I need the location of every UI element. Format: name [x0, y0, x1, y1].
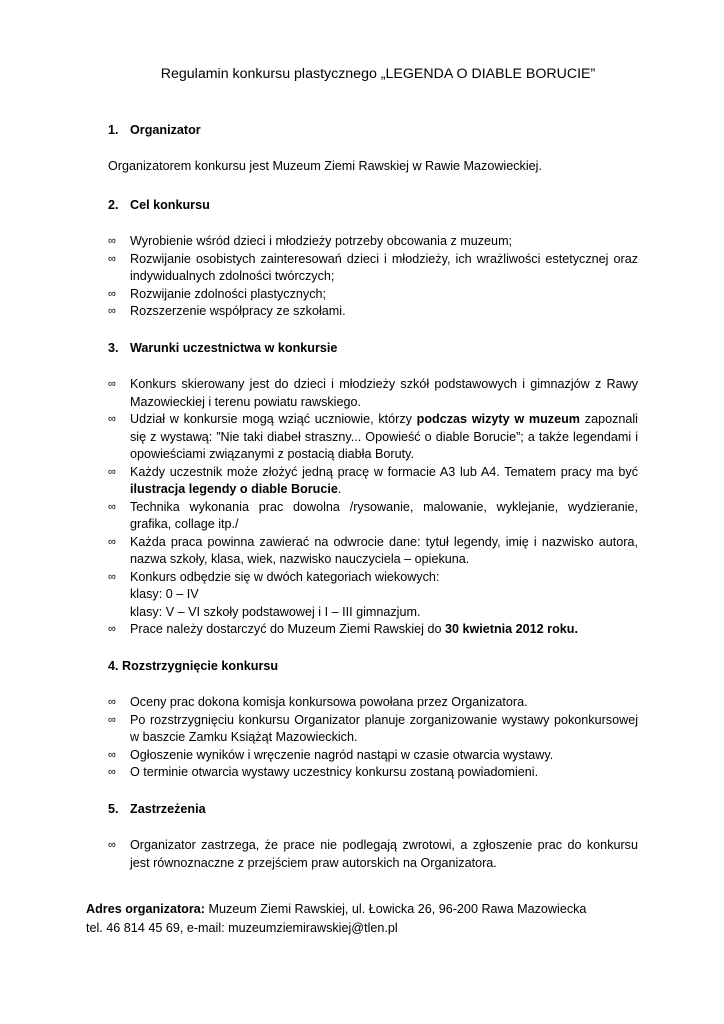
- list-item-text: Każdy uczestnik może złożyć jedną pracę w formacie A3 lub A4. Tematem pracy ma być: [130, 464, 638, 479]
- section-1-heading: [108, 122, 638, 140]
- list-item-text: O terminie otwarcia wystawy uczestnicy konkursu zostaną powiadomieni.: [130, 765, 539, 779]
- section-1-title: Organizator: [130, 122, 201, 137]
- section-3-list: [108, 376, 638, 639]
- list-item: [108, 286, 638, 304]
- age-category-1: klasy: 0 – IV: [130, 587, 199, 601]
- infinity-bullet-icon: ∞: [108, 839, 116, 851]
- list-item-text: Konkurs skierowany jest do dzieci i młodzieży szkół podstawowych i gimnazjów z Rawy Mazowieckiej i terenu powiatu rawskiego.: [130, 377, 638, 409]
- infinity-bullet-icon: ∞: [108, 748, 116, 761]
- list-item-text: .: [337, 482, 342, 496]
- section-4-list: [108, 694, 638, 782]
- list-item: [108, 464, 638, 499]
- list-item-text: Rozwijanie zdolności plastycznych;: [130, 286, 326, 301]
- list-item: [108, 303, 638, 321]
- contact-line: tel. 46 814 45 69, e-mail: muzeumziemirawskiej@tlen.pl: [86, 921, 398, 935]
- deadline-date: 30 kwietnia 2012 roku.: [444, 622, 578, 636]
- list-item-text: zapoznali się z wystawą: ”Nie taki diabeł straszny... Opowieść o diable Borucie”; a także legendami i opowieściami związanymi z postacią diabła Boruty.: [130, 412, 638, 461]
- organizer-address: [86, 900, 646, 938]
- list-item-text: Rozszerzenie współpracy ze szkołami.: [130, 304, 346, 318]
- section-2-list: [108, 233, 638, 321]
- list-item: [108, 712, 638, 747]
- list-item: [108, 569, 638, 622]
- list-item-text: Organizator zastrzega, że prace nie podlegają zwrotowi, a zgłoszenie prac do konkursu jest równoznaczne z przejściem praw autorskich na Organizatora.: [130, 838, 638, 870]
- section-3-heading: [108, 340, 638, 358]
- section-4-heading: 4. Rozstrzygnięcie konkursu: [108, 658, 279, 673]
- section-3-title: Warunki uczestnictwa w konkursie: [130, 340, 338, 355]
- list-item-text: Wyrobienie wśród dzieci i młodzieży potrzeby obcowania z muzeum;: [130, 234, 513, 248]
- address-label: Adres organizatora:: [86, 902, 205, 916]
- section-2-title: Cel konkursu: [130, 197, 210, 212]
- list-item-text: Prace należy dostarczyć do Muzeum Ziemi Rawskiej do: [130, 622, 445, 636]
- list-item-text: Po rozstrzygnięciu konkursu Organizator planuje zorganizowanie wystawy pokonkursowej w baszcie Zamku Książąt Mazowieckich.: [130, 712, 638, 744]
- section-1-text: Organizatorem konkursu jest Muzeum Ziemi Rawskiej w Rawie Mazowieckiej.: [108, 159, 542, 173]
- list-item-text: Technika wykonania prac dowolna /rysowanie, malowanie, wyklejanie, wydzieranie, grafika, collage itp./: [130, 499, 638, 531]
- section-2-heading: [108, 197, 638, 215]
- infinity-bullet-icon: ∞: [108, 500, 116, 513]
- infinity-bullet-icon: ∞: [108, 570, 116, 583]
- infinity-bullet-icon: ∞: [108, 696, 116, 708]
- list-item-text: Konkurs odbędzie się w dwóch kategoriach wiekowych:: [130, 569, 440, 584]
- section-1-number: 1.: [108, 122, 119, 137]
- section-5-list: [108, 837, 638, 872]
- list-item-text: Udział w konkursie mogą wziąć uczniowie, którzy: [130, 412, 417, 426]
- infinity-bullet-icon: ∞: [108, 766, 116, 778]
- section-2-number: 2.: [108, 197, 119, 212]
- list-item: [108, 747, 638, 765]
- infinity-bullet-icon: ∞: [108, 252, 116, 265]
- list-item: [108, 837, 638, 872]
- list-item-text: Oceny prac dokona komisja konkursowa powołana przez Organizatora.: [130, 695, 528, 709]
- page-title: Regulamin konkursu plastycznego „LEGENDA O DIABLE BORUCIE”: [160, 66, 596, 82]
- list-item: [108, 233, 638, 251]
- infinity-bullet-icon: ∞: [108, 305, 116, 317]
- address-line-1: Muzeum Ziemi Rawskiej, ul. Łowicka 26, 96-200 Rawa Mazowiecka: [204, 902, 587, 916]
- age-category-2: klasy: V – VI szkoły podstawowej i I – III gimnazjum.: [130, 604, 421, 619]
- list-item: [108, 499, 638, 534]
- list-item: [108, 764, 638, 782]
- infinity-bullet-icon: ∞: [108, 287, 116, 300]
- section-5-number: 5.: [108, 801, 119, 816]
- list-item-emphasis: podczas wizyty w muzeum: [416, 412, 581, 426]
- list-item: [108, 376, 638, 411]
- list-item: [108, 251, 638, 286]
- list-item: [108, 694, 638, 712]
- list-item: [108, 411, 638, 464]
- infinity-bullet-icon: ∞: [108, 378, 116, 390]
- infinity-bullet-icon: ∞: [108, 235, 116, 247]
- list-item-text: Rozwijanie osobistych zainteresowań dzieci i młodzieży, ich wrażliwości estetycznej oraz indywidualnych zdolności twórczych;: [130, 251, 638, 283]
- infinity-bullet-icon: ∞: [108, 623, 116, 635]
- list-item-emphasis: ilustracja legendy o diable Borucie: [130, 482, 338, 496]
- list-item-text: Ogłoszenie wyników i wręczenie nagród nastąpi w czasie otwarcia wystawy.: [130, 747, 554, 762]
- infinity-bullet-icon: ∞: [108, 535, 116, 548]
- list-item: [108, 621, 638, 639]
- section-5-title: Zastrzeżenia: [130, 801, 206, 816]
- infinity-bullet-icon: ∞: [108, 465, 116, 478]
- list-item: [108, 534, 638, 569]
- infinity-bullet-icon: ∞: [108, 413, 116, 425]
- section-3-number: 3.: [108, 340, 119, 355]
- infinity-bullet-icon: ∞: [108, 713, 116, 726]
- list-item-text: Każda praca powinna zawierać na odwrocie dane: tytuł legendy, imię i nazwisko autora, nazwa szkoły, klasa, wiek, nazwisko nauczyciela – opiekuna.: [130, 534, 638, 566]
- section-5-heading: [108, 801, 638, 819]
